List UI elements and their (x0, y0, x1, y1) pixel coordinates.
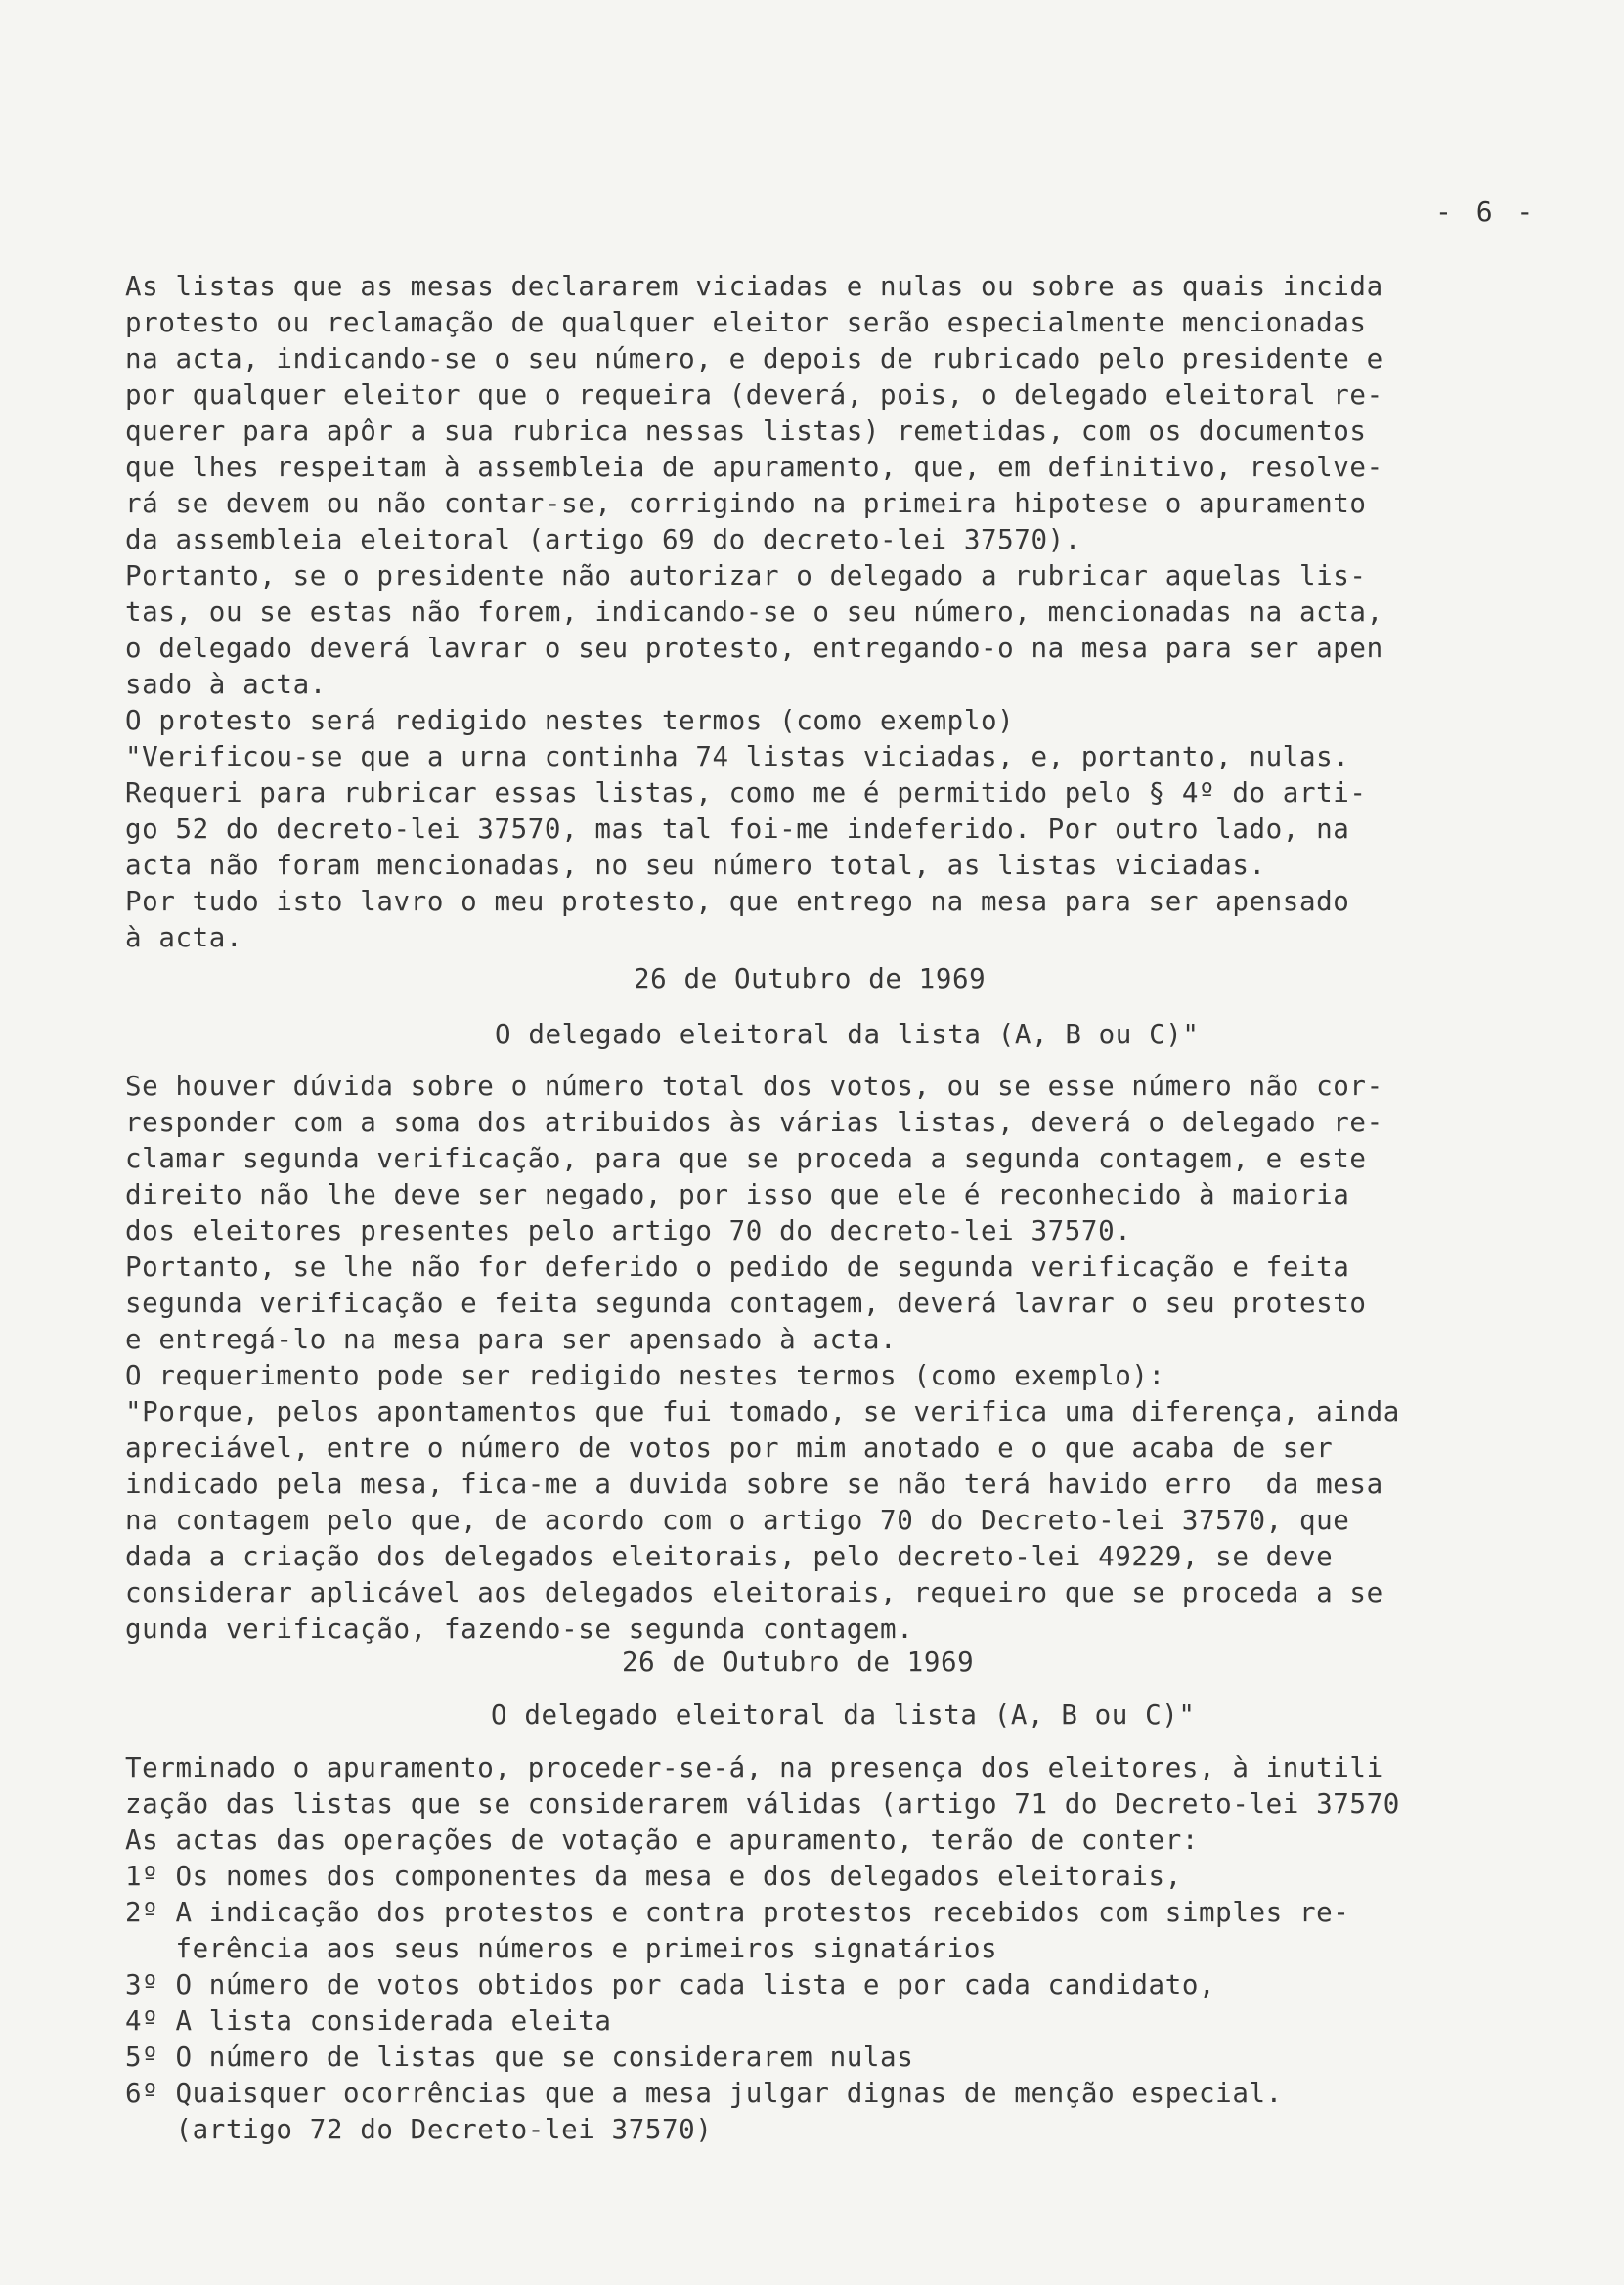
text-line: por qualquer eleitor que o requeira (deverá, pois, o delegado eleitoral re- (125, 379, 1383, 411)
text-line: tas, ou se estas não forem, indicando-se o seu número, mencionadas na acta, (125, 596, 1383, 628)
text-line: dada a criação dos delegados eleitorais, pelo decreto-lei 49229, se deve (125, 1541, 1334, 1572)
text-line: o delegado deverá lavrar o seu protesto, entregando-o na mesa para ser apen (125, 633, 1383, 664)
text-line: apreciável, entre o número de votos por mim anotado e o que acaba de ser (125, 1432, 1334, 1464)
text-line: protesto ou reclamação de qualquer eleitor serão especialmente mencionadas (125, 307, 1367, 338)
text-line: 1º Os nomes dos componentes da mesa e dos delegados eleitorais, (125, 1861, 1182, 1892)
text-line: clamar segunda verificação, para que se proceda a segunda contagem, e este (125, 1143, 1367, 1174)
text-line: querer para apôr a sua rubrica nessas listas) remetidas, com os documentos (125, 416, 1367, 447)
text-line: "Verificou-se que a urna continha 74 listas viciadas, e, portanto, nulas. (125, 741, 1350, 772)
text-line: (artigo 72 do Decreto-lei 37570) (125, 2114, 713, 2145)
paragraph-minutes-contents (125, 1750, 1582, 2148)
date-2: 26 de Outubro de 1969 (622, 1647, 975, 1678)
text-line: "Porque, pelos apontamentos que fui tomado, se verifica uma diferença, ainda (125, 1396, 1400, 1428)
text-line: Terminado o apuramento, proceder-se-á, na presença dos eleitores, à inutili (125, 1752, 1383, 1783)
text-line: acta não foram mencionadas, no seu número total, as listas viciadas. (125, 850, 1266, 881)
paragraph-ballots-protest (125, 269, 1582, 956)
text-line: ferência aos seus números e primeiros signatários (125, 1933, 998, 1964)
text-line: 3º O número de votos obtidos por cada lista e por cada candidato, (125, 1969, 1216, 2000)
text-line: go 52 do decreto-lei 37570, mas tal foi-me indeferido. Por outro lado, na (125, 813, 1350, 845)
text-line: dos eleitores presentes pelo artigo 70 do decreto-lei 37570. (125, 1215, 1132, 1247)
text-line: responder com a soma dos atribuidos às várias listas, deverá o delegado re- (125, 1107, 1383, 1138)
text-line: direito não lhe deve ser negado, por isso que ele é reconhecido à maioria (125, 1179, 1350, 1210)
text-line: Requeri para rubricar essas listas, como me é permitido pelo § 4º do arti- (125, 777, 1367, 809)
text-line: na contagem pelo que, de acordo com o artigo 70 do Decreto-lei 37570, que (125, 1505, 1350, 1536)
page-number: - 6 - (1435, 196, 1538, 228)
text-line: segunda verificação e feita segunda contagem, deverá lavrar o seu protesto (125, 1288, 1367, 1319)
text-line: Portanto, se lhe não for deferido o pedido de segunda verificação e feita (125, 1252, 1350, 1283)
text-line: 4º A lista considerada eleita (125, 2005, 612, 2037)
text-line: gunda verificação, fazendo-se segunda contagem. (125, 1613, 914, 1645)
text-line: Se houver dúvida sobre o número total dos votos, ou se esse número não cor- (125, 1071, 1383, 1102)
text-line: 5º O número de listas que se considerarem nulas (125, 2042, 914, 2073)
text-line: que lhes respeitam à assembleia de apuramento, que, em definitivo, resolve- (125, 452, 1383, 483)
text-line: As listas que as mesas declararem viciadas e nulas ou sobre as quais incida (125, 271, 1383, 302)
date-1: 26 de Outubro de 1969 (634, 963, 987, 994)
text-line: na acta, indicando-se o seu número, e depois de rubricado pelo presidente e (125, 343, 1383, 374)
text-line: considerar aplicável aos delegados eleitorais, requeiro que se proceda a se (125, 1577, 1383, 1608)
text-line: 6º Quaisquer ocorrências que a mesa julgar dignas de menção especial. (125, 2078, 1283, 2109)
text-line: O protesto será redigido nestes termos (como exemplo) (125, 705, 1015, 736)
signature-1: O delegado eleitoral da lista (A, B ou C)" (495, 1019, 1200, 1050)
text-line: Por tudo isto lavro o meu protesto, que entrego na mesa para ser apensado (125, 886, 1350, 917)
text-line: da assembleia eleitoral (artigo 69 do decreto-lei 37570). (125, 524, 1081, 555)
text-line: O requerimento pode ser redigido nestes termos (como exemplo): (125, 1360, 1165, 1391)
text-line: à acta. (125, 922, 243, 953)
text-line: indicado pela mesa, fica-me a duvida sobre se não terá havido erro da mesa (125, 1469, 1383, 1500)
text-line: sado à acta. (125, 669, 327, 700)
text-line: 2º A indicação dos protestos e contra protestos recebidos com simples re- (125, 1897, 1350, 1928)
signature-2: O delegado eleitoral da lista (A, B ou C)" (491, 1699, 1196, 1731)
text-line: rá se devem ou não contar-se, corrigindo na primeira hipotese o apuramento (125, 488, 1367, 519)
text-line: As actas das operações de votação e apuramento, terão de conter: (125, 1824, 1200, 1856)
paragraph-second-count (125, 1069, 1582, 1648)
text-line: zação das listas que se considerarem válidas (artigo 71 do Decreto-lei 37570 (125, 1788, 1400, 1820)
text-line: e entregá-lo na mesa para ser apensado à acta. (125, 1324, 898, 1355)
text-line: Portanto, se o presidente não autorizar o delegado a rubricar aquelas lis- (125, 560, 1367, 592)
